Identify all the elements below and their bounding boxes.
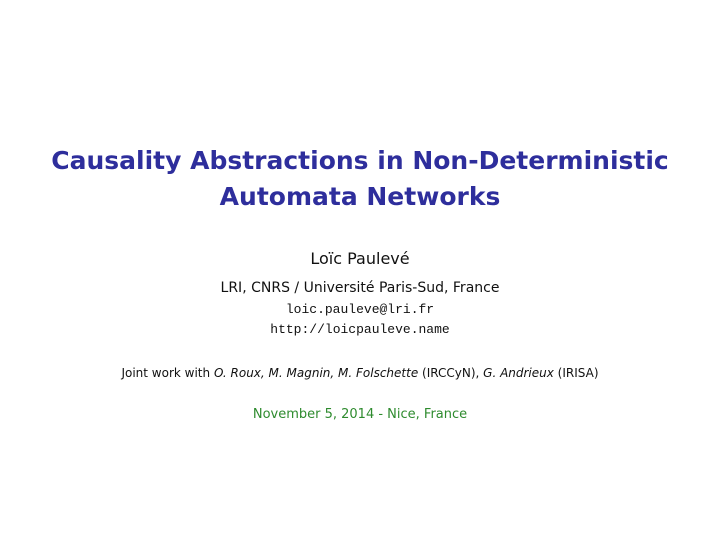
org-irisa: (IRISA)	[553, 366, 599, 380]
slide-title-line-2: Automata Networks	[219, 182, 501, 211]
org-irccyn: (IRCCyN),	[418, 366, 484, 380]
slide-title-line-1: Causality Abstractions in Non-Deterministic	[51, 146, 669, 175]
collaborators-irccyn: O. Roux, M. Magnin, M. Folschette	[213, 366, 419, 380]
author-website: http://loicpauleve.name	[270, 322, 450, 337]
collaborators-irisa: G. Andrieux	[483, 366, 554, 380]
author-email: loic.pauleve@lri.fr	[285, 302, 435, 317]
author-affiliation: LRI, CNRS / Université Paris-Sud, France	[220, 280, 500, 296]
slide-title	[0, 143, 720, 215]
joint-work-prefix: Joint work with	[121, 366, 214, 380]
joint-work-credits	[0, 365, 720, 381]
author-name: Loïc Paulevé	[310, 249, 410, 268]
date-and-place: November 5, 2014 - Nice, France	[252, 407, 468, 422]
